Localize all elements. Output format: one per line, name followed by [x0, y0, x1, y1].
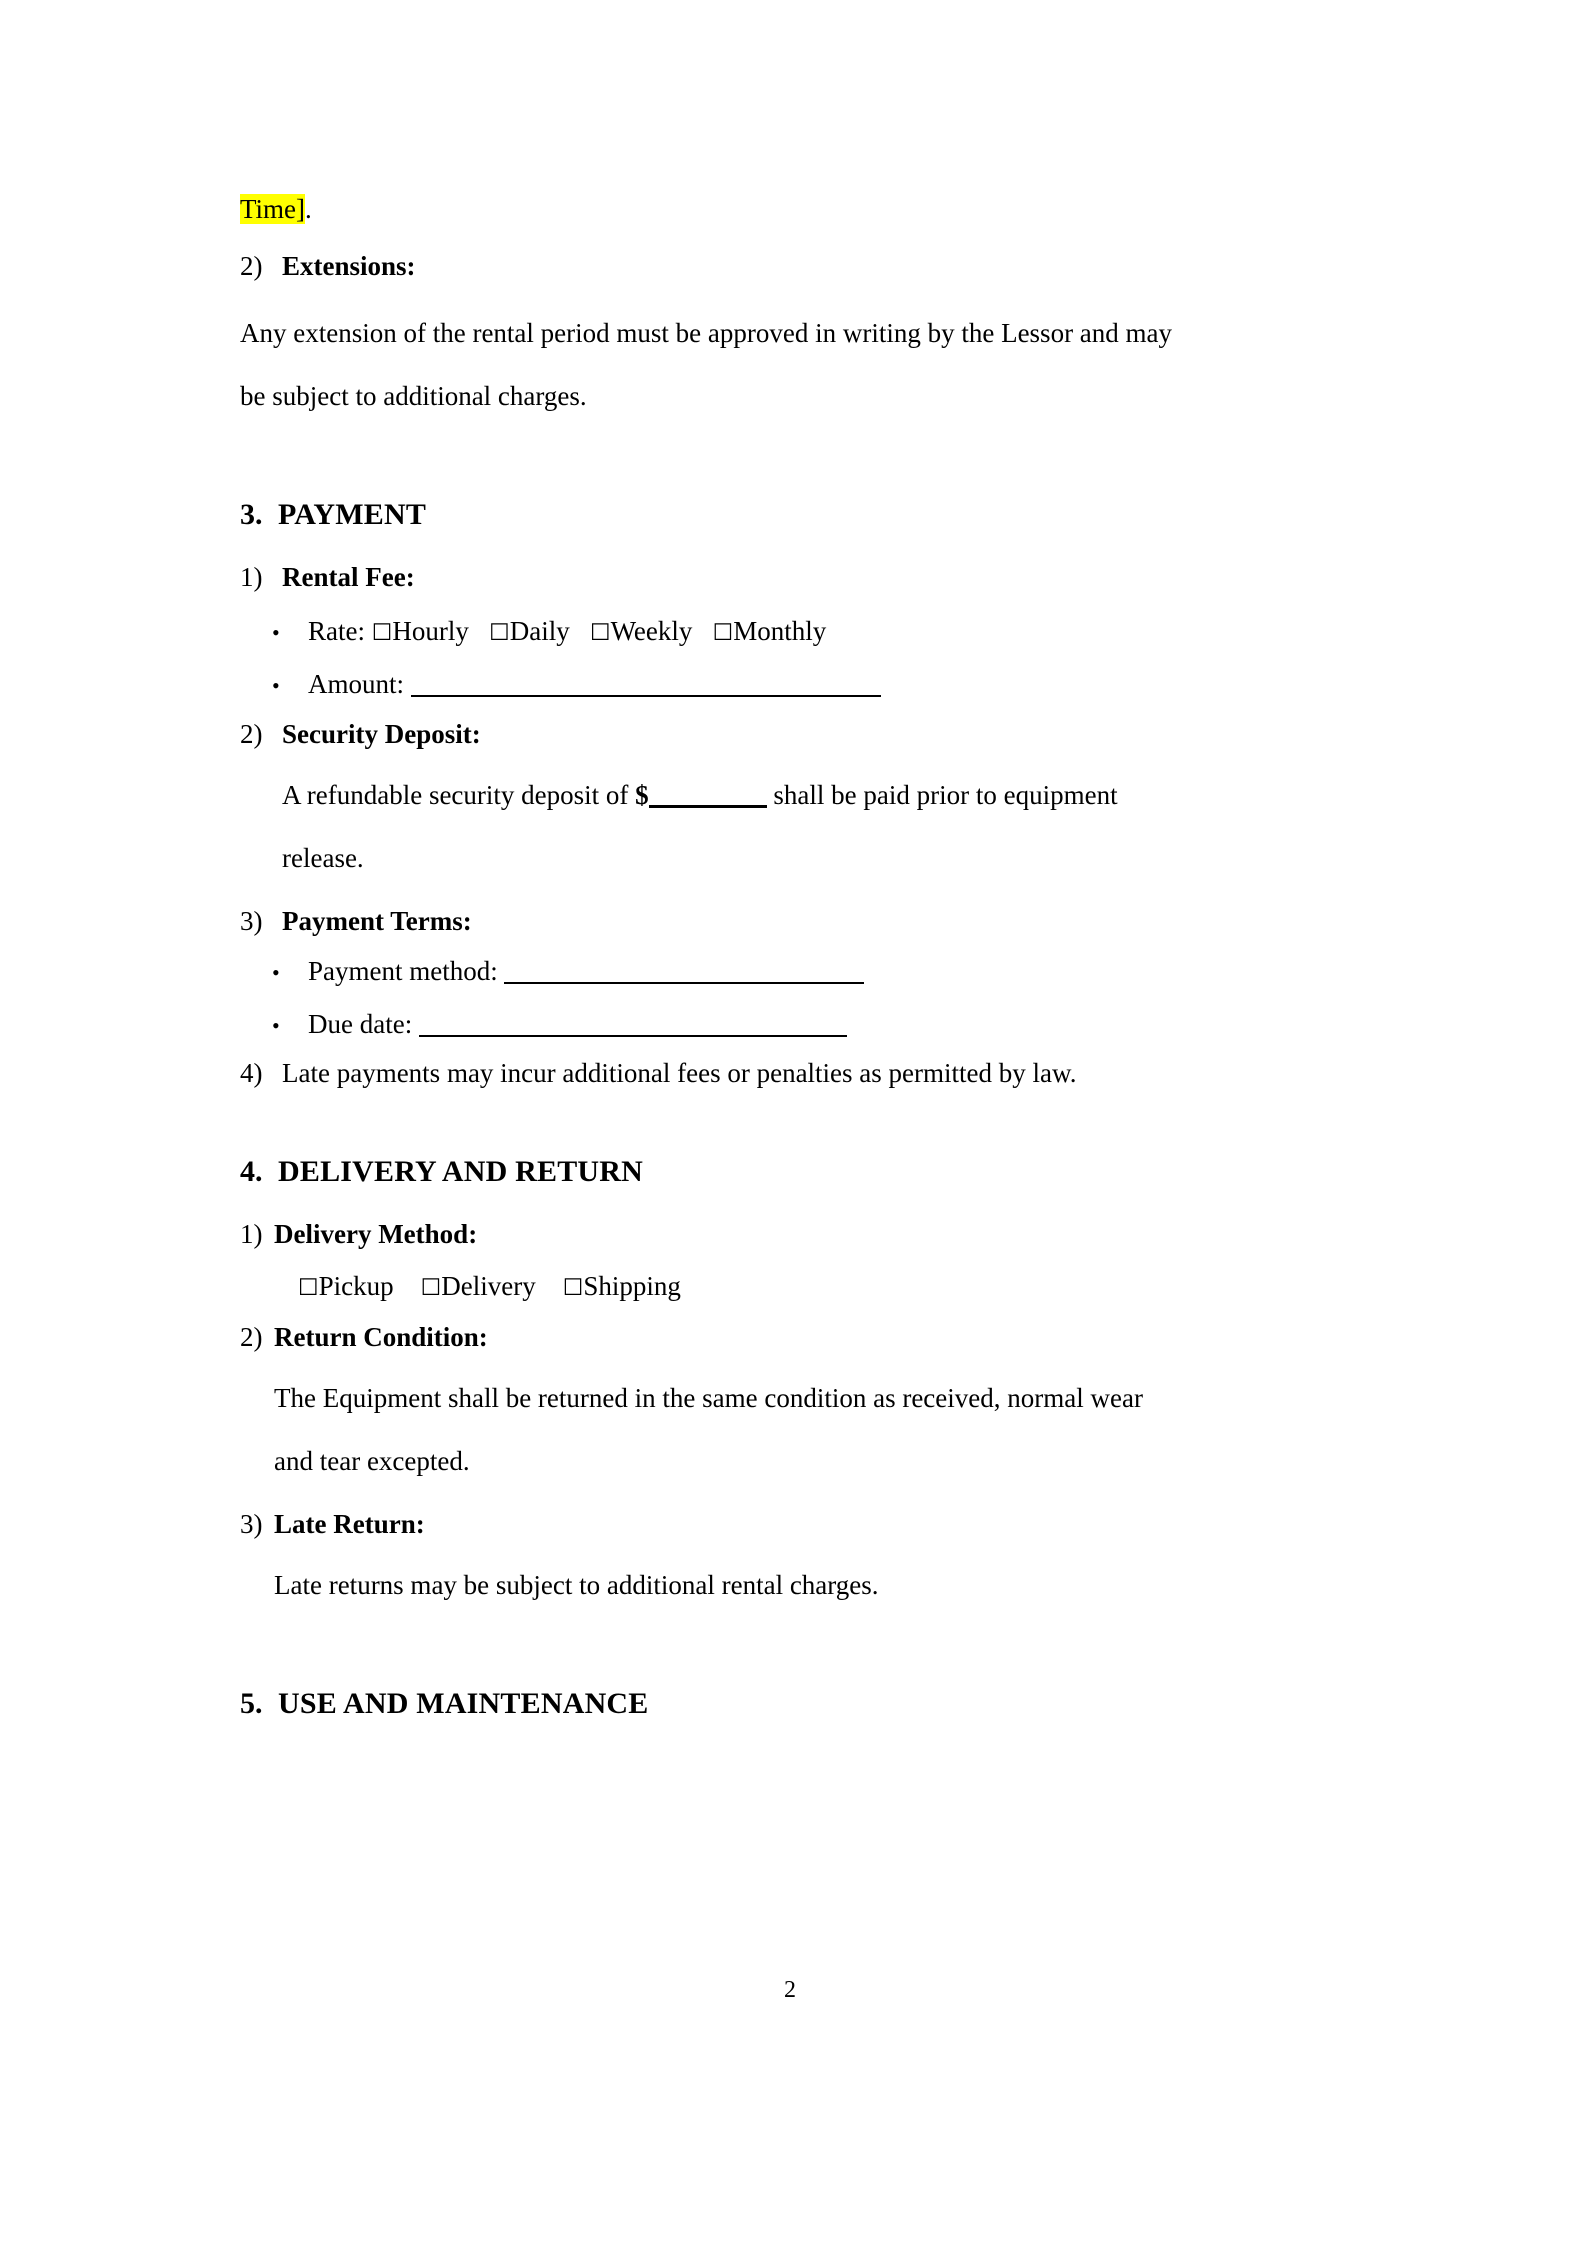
bullet-dot-icon: • — [272, 620, 280, 645]
list-item-rental-fee — [240, 564, 1352, 591]
checkbox-delivery[interactable]: ☐ — [420, 1275, 442, 1301]
section-heading-use-and-maintenance — [240, 1689, 1352, 1719]
checkbox-shipping[interactable]: ☐ — [562, 1275, 584, 1301]
list-item-label: Payment Terms: — [282, 906, 472, 936]
bullet-dot-icon: • — [272, 960, 280, 985]
section-title: PAYMENT — [278, 498, 427, 531]
delivery-method-checkbox-row — [298, 1273, 1352, 1300]
list-marker: 4) — [240, 1058, 263, 1088]
checkbox-daily[interactable]: ☐ — [489, 620, 510, 646]
currency-symbol: $ — [635, 780, 649, 810]
page-number-value: 2 — [784, 1977, 796, 2003]
extensions-body-line-2: be subject to additional charges. — [240, 381, 587, 411]
list-item-label: Delivery Method: — [274, 1219, 478, 1249]
checkbox-label-monthly: Monthly — [733, 616, 827, 646]
bullet-amount — [272, 670, 1352, 698]
checkbox-label-weekly: Weekly — [610, 616, 693, 646]
extensions-body-line-1: Any extension of the rental period must be approved in writing by the Lessor and may — [240, 318, 1173, 348]
late-return-body — [274, 1554, 1352, 1617]
checkbox-label-daily: Daily — [509, 616, 570, 646]
due-date-blank-field[interactable] — [419, 1010, 847, 1037]
page-number — [0, 1978, 1588, 2002]
return-condition-line-1: The Equipment shall be returned in the same condition as received, normal wear — [274, 1383, 1143, 1413]
security-deposit-line-1 — [282, 764, 1352, 827]
due-date-label: Due date: — [308, 1009, 413, 1039]
security-deposit-text-before: A refundable security deposit of — [282, 780, 629, 810]
bullet-dot-icon: • — [272, 673, 280, 698]
list-item-label: Security Deposit: — [282, 719, 481, 749]
rate-label: Rate: — [308, 616, 365, 646]
list-marker: 2) — [240, 719, 263, 749]
list-marker: 2) — [240, 251, 263, 281]
list-item-extensions — [240, 253, 1352, 280]
security-deposit-text-after: shall be paid prior to equipment — [773, 780, 1118, 810]
return-condition-body — [274, 1367, 1352, 1493]
list-marker: 3) — [240, 906, 263, 936]
list-item-security-deposit — [240, 721, 1352, 748]
highlighted-text: Time] — [240, 194, 306, 224]
list-item-late-return — [240, 1511, 1352, 1538]
checkbox-label-pickup: Pickup — [318, 1271, 394, 1301]
list-item-label: Late Return: — [274, 1509, 425, 1539]
section-number: 3. — [240, 498, 263, 531]
bullet-rate — [272, 618, 1352, 645]
list-marker: 1) — [240, 1219, 263, 1249]
checkbox-monthly[interactable]: ☐ — [712, 620, 734, 646]
security-deposit-line-2: release. — [282, 843, 364, 873]
section-title: USE AND MAINTENANCE — [278, 1687, 649, 1720]
extensions-body — [240, 302, 1352, 428]
checkbox-label-hourly: Hourly — [392, 616, 469, 646]
checkbox-weekly[interactable]: ☐ — [589, 620, 611, 646]
checkbox-label-delivery: Delivery — [441, 1271, 536, 1301]
bullet-due-date — [272, 1010, 1352, 1038]
list-item-delivery-method — [240, 1221, 1352, 1248]
amount-label: Amount: — [308, 669, 405, 699]
section-number: 4. — [240, 1155, 263, 1188]
page-content — [240, 0, 1352, 1719]
section-title: DELIVERY AND RETURN — [278, 1155, 644, 1188]
list-item-label: Late payments may incur additional fees or penalties as permitted by law. — [282, 1058, 1077, 1088]
amount-blank-field[interactable] — [411, 670, 881, 697]
section-heading-payment — [240, 500, 1352, 530]
section-heading-delivery-and-return — [240, 1157, 1352, 1187]
list-marker: 2) — [240, 1322, 263, 1352]
bullet-dot-icon: • — [272, 1013, 280, 1038]
list-item-late-payments — [240, 1060, 1352, 1087]
section-number: 5. — [240, 1687, 263, 1720]
list-item-label: Rental Fee: — [282, 562, 415, 592]
list-item-label: Extensions: — [282, 251, 416, 281]
list-marker: 3) — [240, 1509, 263, 1539]
continued-fragment-trailing: . — [305, 194, 312, 224]
list-item-label: Return Condition: — [274, 1322, 488, 1352]
security-deposit-body — [282, 764, 1352, 890]
bullet-payment-method — [272, 957, 1352, 985]
list-marker: 1) — [240, 562, 263, 592]
checkbox-label-shipping: Shipping — [583, 1271, 681, 1301]
checkbox-pickup[interactable]: ☐ — [298, 1275, 319, 1301]
checkbox-hourly[interactable]: ☐ — [371, 620, 393, 646]
list-item-payment-terms — [240, 908, 1352, 935]
return-condition-line-2: and tear excepted. — [274, 1446, 470, 1476]
late-return-line-1: Late returns may be subject to additional rental charges. — [274, 1570, 879, 1600]
continued-fragment — [240, 196, 1352, 223]
deposit-amount-blank-field[interactable] — [649, 780, 767, 808]
list-item-return-condition — [240, 1324, 1352, 1351]
payment-method-blank-field[interactable] — [504, 957, 864, 984]
payment-method-label: Payment method: — [308, 956, 498, 986]
